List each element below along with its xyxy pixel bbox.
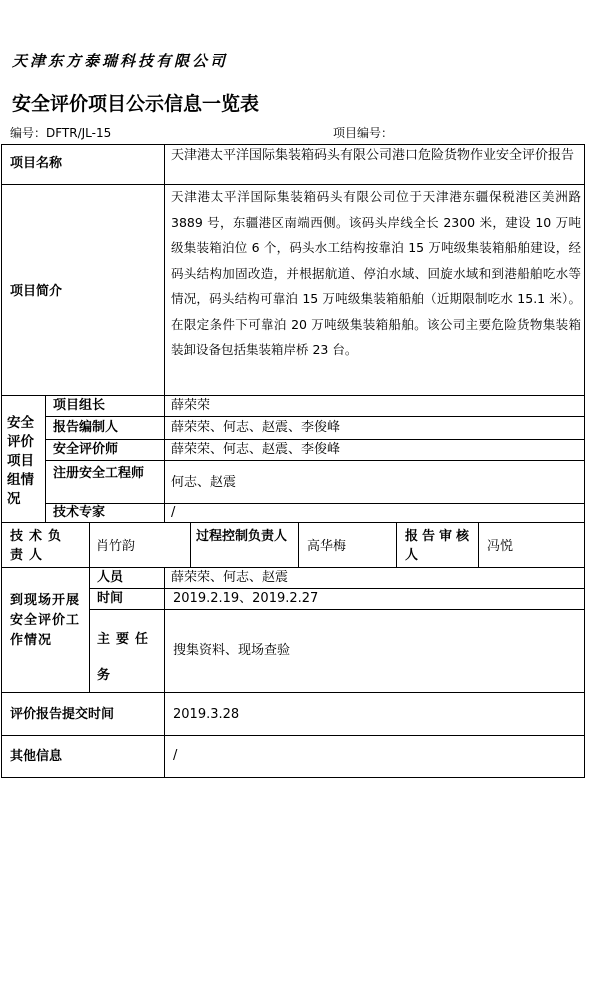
site-tasks-label-cell [89,609,165,693]
team-group-cell [1,395,46,523]
experts-value: / [171,505,176,520]
experts-label: 技术专家 [53,505,106,520]
site-tasks-value-cell [164,609,585,693]
tech-lead-label: 技术负责人 [10,529,68,563]
engineers-value-cell [164,460,585,504]
tech-lead-label-cell [1,522,90,568]
site-people-value: 薛荣荣、何志、赵震 [171,570,289,585]
project-name-label: 项目名称 [10,156,63,171]
project-intro-value: 天津港太平洋国际集装箱码头有限公司位于天津港东疆保税港区美洲路 3889 号，东疆港区南端西侧。该码头岸线全长 2300 米，建设 10 万吨级集装箱泊位 6 个，码头水工结构按靠泊 15 万吨级集装箱船舶建设，经码头结构加固改造，并根据航道、停泊水域、回旋水域和到港船舶吃水等情况，码头结构可靠泊 15 万吨级集装箱船舶（近期限制吃水 15.1 米）。在限定条件下可靠泊 20 万吨级集装箱船舶。该公司主要危险货物集装箱装卸设备包括集装箱岸桥 23 台。 [171,189,581,357]
compilers-label-cell [45,416,165,440]
reviewer-value-cell [478,522,585,568]
compilers-value: 薛荣荣、何志、赵震、李俊峰 [171,420,341,435]
project-number-label: 项目编号： [333,126,394,140]
reviewer-label: 报告审核人 [405,529,474,563]
tech-lead-value-cell [89,522,191,568]
site-time-label-cell [89,588,165,610]
site-time-value: 2019.2.19、2019.2.27 [173,591,319,606]
project-name-label-cell [1,144,165,185]
experts-value-cell [164,503,585,523]
project-name-value-cell [164,144,585,185]
submit-time-label: 评价报告提交时间 [10,707,115,722]
project-intro-label-cell [1,184,165,396]
site-time-label: 时间 [97,591,124,606]
team-group-label: 安全评价项目组情况 [7,415,34,507]
page-title: 安全评价项目公示信息一览表 [12,93,260,115]
tech-lead-value: 肖竹韵 [96,539,136,554]
submit-time-value: 2019.3.28 [173,707,240,722]
project-name-value: 天津港太平洋国际集装箱码头有限公司港口危险货物作业安全评价报告 [171,148,575,163]
engineers-label: 注册安全工程师 [53,466,145,481]
reviewer-label-cell [396,522,479,568]
company-name: 天津东方泰瑞科技有限公司 [12,52,229,70]
team-leader-label: 项目组长 [53,398,106,413]
team-leader-label-cell [45,395,165,417]
site-group-label: 到现场开展安全评价工作情况 [10,593,81,648]
site-tasks-label: 主要任务 [97,632,155,683]
process-lead-value-cell [298,522,397,568]
other-info-value: / [173,748,178,763]
site-tasks-value: 搜集资料、现场查验 [173,643,291,658]
reviewer-value: 冯悦 [487,539,514,554]
site-people-value-cell [164,567,585,589]
site-group-cell [1,567,90,693]
evaluators-label: 安全评价师 [53,442,119,457]
engineers-value: 何志、赵震 [171,475,237,490]
evaluators-label-cell [45,439,165,461]
document-code: 编号：DFTR/JL-15 [10,126,112,140]
site-people-label-cell [89,567,165,589]
evaluators-value-cell [164,439,585,461]
project-intro-label: 项目简介 [10,284,63,299]
compilers-label: 报告编制人 [53,420,119,435]
other-info-label-cell [1,735,165,778]
engineers-label-cell [45,460,165,504]
other-info-label: 其他信息 [10,749,63,764]
process-lead-value: 高华梅 [307,539,347,554]
submit-time-label-cell [1,692,165,736]
compilers-value-cell [164,416,585,440]
submit-time-value-cell [164,692,585,736]
site-time-value-cell [164,588,585,610]
experts-label-cell [45,503,165,523]
evaluators-value: 薛荣荣、何志、赵震、李俊峰 [171,442,341,457]
process-lead-label-cell [190,522,299,568]
process-lead-label: 过程控制负责人 [196,529,288,544]
team-leader-value: 薛荣荣 [171,398,211,413]
other-info-value-cell [164,735,585,778]
site-people-label: 人员 [97,570,124,585]
team-leader-value-cell [164,395,585,417]
